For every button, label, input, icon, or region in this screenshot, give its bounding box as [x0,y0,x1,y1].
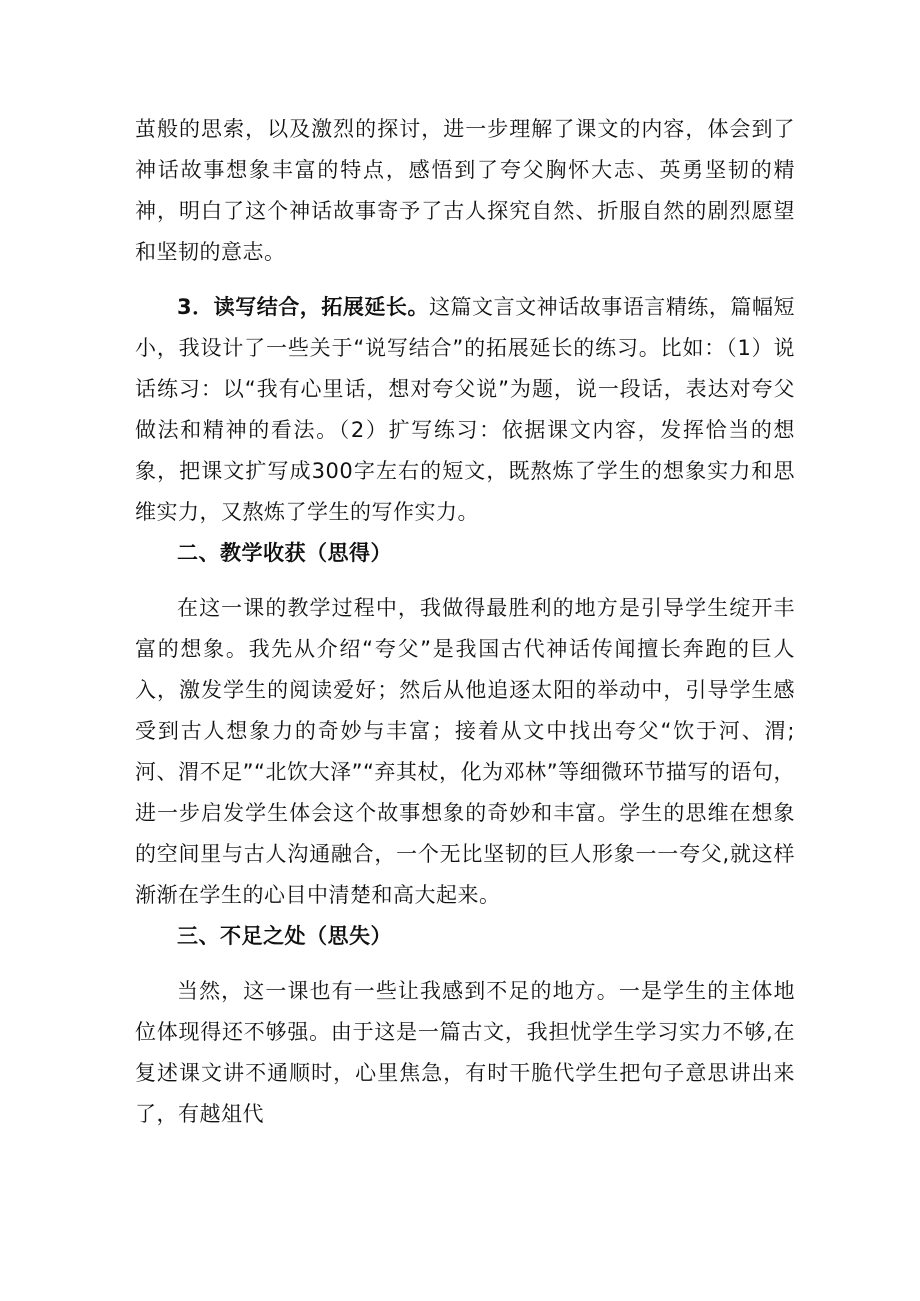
document-body [135,109,795,1135]
paragraph-continuation: 茧般的思索，以及激烈的探讨，进一步理解了课文的内容，体会到了神话故事想象丰富的特点，感悟到了夸父胸怀大志、英勇坚韧的精神，明白了这个神话故事寄予了古人探究自然、折服自然的剧烈愿望和坚韧的意志。 [135,117,795,264]
paragraph-teaching-gains: 在这一课的教学过程中，我做得最胜利的地方是引导学生绽开丰富的想象。我先从介绍“夸父”是我国古代神话传闻擅长奔跑的巨人入，激发学生的阅读爱好；然后从他追逐太阳的举动中，引导学生感受到古人想象力的奇妙与丰富；接着从文中找出夸父“饮于河、渭;河、渭不足”“北饮大泽”“弃其杖，化为邓林”等细微环节描写的语句，进一步启发学生体会这个故事想象的奇妙和丰富。学生的思维在想象的空间里与古人沟通融合，一个无比坚韧的巨人形象一一夸父,就这样渐渐在学生的心目中清楚和高大起来。 [135,596,795,907]
section-heading-teaching-gains: 二、教学收获（思得） [177,541,392,565]
paragraph-shortcomings: 当然，这一课也有一些让我感到不足的地方。一是学生的主体地位体现得还不够强。由于这是一篇古文，我担忧学生学习实力不够,在复述课文讲不通顺时，心里焦急，有时干脆代学生把句子意思讲出来了，有越俎代 [135,979,795,1126]
section-heading-shortcomings: 三、不足之处（思失） [177,924,392,948]
point-3-text: 这篇文言文神话故事语言精练，篇幅短小，我设计了一些关于“说写结合”的拓展延长的练习。比如：（1）说话练习：以“我有心里话，想对夸父说”为题，说一段话，表达对夸父做法和精神的看法。（2）扩写练习：依据课文内容，发挥恰当的想象，把课文扩写成300字左右的短文，既熬炼了学生的想象实力和思维实力，又熬炼了学生的写作实力。 [135,295,795,524]
point-3-label: 3．读写结合，拓展延长。 [177,295,429,319]
paragraph-point-3 [135,287,795,533]
